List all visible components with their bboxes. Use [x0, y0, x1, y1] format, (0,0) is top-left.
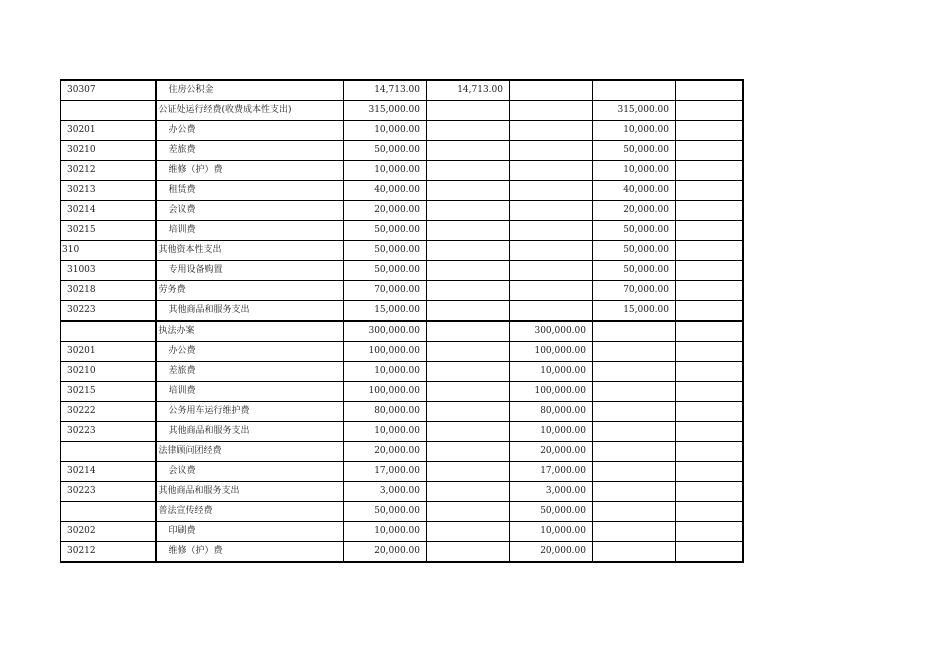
cell-other-expense: 315,000.00: [593, 101, 676, 121]
cell-basic-expense: [427, 201, 510, 221]
cell-total: 80,000.00: [344, 402, 427, 422]
cell-total: 70,000.00: [344, 281, 427, 301]
cell-total: 3,000.00: [344, 482, 427, 502]
cell-blank: [676, 422, 744, 442]
cell-basic-expense: [427, 442, 510, 462]
cell-basic-expense: [427, 281, 510, 301]
cell-blank: [676, 362, 744, 382]
cell-blank: [676, 141, 744, 161]
cell-other-expense: [593, 382, 676, 402]
cell-code: 30214: [61, 201, 156, 221]
cell-item-name: 办公费: [156, 121, 344, 141]
table-row: [61, 382, 744, 402]
cell-item-name: 执法办案: [156, 321, 344, 342]
cell-blank: [676, 181, 744, 201]
cell-code: [61, 502, 156, 522]
cell-project-expense: [510, 181, 593, 201]
cell-project-expense: [510, 261, 593, 281]
cell-other-expense: 50,000.00: [593, 141, 676, 161]
cell-code: 310: [61, 241, 156, 261]
cell-code: 30201: [61, 342, 156, 362]
cell-basic-expense: [427, 482, 510, 502]
cell-total: 10,000.00: [344, 422, 427, 442]
cell-other-expense: [593, 422, 676, 442]
cell-basic-expense: [427, 342, 510, 362]
cell-project-expense: 100,000.00: [510, 342, 593, 362]
table-row: [61, 101, 744, 121]
cell-item-name: 劳务费: [156, 281, 344, 301]
cell-item-name: 住房公积金: [156, 80, 344, 101]
cell-other-expense: [593, 502, 676, 522]
table-row: [61, 161, 744, 181]
cell-basic-expense: [427, 382, 510, 402]
table-row: [61, 201, 744, 221]
cell-project-expense: 100,000.00: [510, 382, 593, 402]
cell-other-expense: [593, 442, 676, 462]
cell-other-expense: [593, 522, 676, 542]
cell-blank: [676, 522, 744, 542]
cell-blank: [676, 342, 744, 362]
cell-other-expense: 15,000.00: [593, 301, 676, 322]
table-row: [61, 181, 744, 201]
cell-basic-expense: [427, 181, 510, 201]
cell-total: 14,713.00: [344, 80, 427, 101]
cell-blank: [676, 301, 744, 322]
cell-code: [61, 321, 156, 342]
cell-blank: [676, 462, 744, 482]
cell-item-name: 专用设备购置: [156, 261, 344, 281]
cell-basic-expense: [427, 241, 510, 261]
cell-total: 300,000.00: [344, 321, 427, 342]
cell-blank: [676, 442, 744, 462]
cell-total: 315,000.00: [344, 101, 427, 121]
cell-blank: [676, 221, 744, 241]
cell-other-expense: 20,000.00: [593, 201, 676, 221]
cell-code: 30223: [61, 301, 156, 322]
cell-code: [61, 101, 156, 121]
cell-blank: [676, 502, 744, 522]
cell-blank: [676, 482, 744, 502]
cell-blank: [676, 101, 744, 121]
cell-project-expense: 300,000.00: [510, 321, 593, 342]
cell-code: 30222: [61, 402, 156, 422]
cell-total: 50,000.00: [344, 261, 427, 281]
cell-project-expense: 10,000.00: [510, 422, 593, 442]
cell-basic-expense: [427, 402, 510, 422]
cell-basic-expense: 14,713.00: [427, 80, 510, 101]
cell-blank: [676, 382, 744, 402]
cell-basic-expense: [427, 101, 510, 121]
cell-other-expense: [593, 362, 676, 382]
cell-basic-expense: [427, 422, 510, 442]
table-row: [61, 402, 744, 422]
table-row: [61, 301, 744, 322]
table-row: [61, 141, 744, 161]
cell-item-name: 会议费: [156, 462, 344, 482]
cell-item-name: 培训费: [156, 382, 344, 402]
cell-other-expense: [593, 462, 676, 482]
cell-basic-expense: [427, 522, 510, 542]
table-row: [61, 422, 744, 442]
cell-item-name: 公证处运行经费(收费成本性支出): [156, 101, 344, 121]
table-row: [61, 261, 744, 281]
cell-total: 40,000.00: [344, 181, 427, 201]
cell-total: 10,000.00: [344, 362, 427, 382]
cell-code: 30307: [61, 80, 156, 101]
cell-code: 30218: [61, 281, 156, 301]
cell-project-expense: [510, 301, 593, 322]
cell-item-name: 租赁费: [156, 181, 344, 201]
table-row: [61, 542, 744, 563]
cell-total: 100,000.00: [344, 342, 427, 362]
table-row: [61, 80, 744, 101]
cell-other-expense: 70,000.00: [593, 281, 676, 301]
cell-code: 30223: [61, 422, 156, 442]
cell-item-name: 差旅费: [156, 141, 344, 161]
cell-code: 30215: [61, 382, 156, 402]
cell-other-expense: 50,000.00: [593, 261, 676, 281]
cell-blank: [676, 241, 744, 261]
cell-code: [61, 442, 156, 462]
cell-code: 30213: [61, 181, 156, 201]
cell-basic-expense: [427, 161, 510, 181]
cell-item-name: 公务用车运行维护费: [156, 402, 344, 422]
cell-total: 50,000.00: [344, 221, 427, 241]
cell-code: 30210: [61, 141, 156, 161]
cell-other-expense: [593, 80, 676, 101]
cell-basic-expense: [427, 321, 510, 342]
cell-project-expense: [510, 281, 593, 301]
cell-blank: [676, 542, 744, 563]
cell-project-expense: 80,000.00: [510, 402, 593, 422]
cell-total: 10,000.00: [344, 161, 427, 181]
table-row: [61, 522, 744, 542]
cell-blank: [676, 201, 744, 221]
cell-basic-expense: [427, 141, 510, 161]
cell-code: 30215: [61, 221, 156, 241]
cell-item-name: 办公费: [156, 342, 344, 362]
cell-item-name: 普法宣传经费: [156, 502, 344, 522]
budget-table-body: [61, 80, 744, 562]
cell-code: 30214: [61, 462, 156, 482]
cell-project-expense: [510, 121, 593, 141]
cell-item-name: 差旅费: [156, 362, 344, 382]
cell-basic-expense: [427, 121, 510, 141]
cell-basic-expense: [427, 462, 510, 482]
table-row: [61, 462, 744, 482]
cell-item-name: 其他商品和服务支出: [156, 422, 344, 442]
cell-code: 30210: [61, 362, 156, 382]
cell-project-expense: 17,000.00: [510, 462, 593, 482]
table-row: [61, 502, 744, 522]
cell-total: 50,000.00: [344, 241, 427, 261]
cell-project-expense: 20,000.00: [510, 542, 593, 563]
table-row: [61, 482, 744, 502]
cell-other-expense: 10,000.00: [593, 161, 676, 181]
budget-table: [60, 79, 744, 563]
cell-other-expense: [593, 402, 676, 422]
cell-project-expense: [510, 241, 593, 261]
cell-other-expense: 40,000.00: [593, 181, 676, 201]
cell-total: 20,000.00: [344, 442, 427, 462]
cell-blank: [676, 121, 744, 141]
cell-total: 50,000.00: [344, 502, 427, 522]
cell-item-name: 其他商品和服务支出: [156, 482, 344, 502]
cell-basic-expense: [427, 362, 510, 382]
table-row: [61, 121, 744, 141]
cell-item-name: 培训费: [156, 221, 344, 241]
cell-project-expense: 20,000.00: [510, 442, 593, 462]
cell-project-expense: [510, 201, 593, 221]
cell-total: 10,000.00: [344, 522, 427, 542]
cell-item-name: 维修（护）费: [156, 542, 344, 563]
cell-blank: [676, 80, 744, 101]
cell-project-expense: 10,000.00: [510, 362, 593, 382]
cell-item-name: 印刷费: [156, 522, 344, 542]
cell-other-expense: 50,000.00: [593, 221, 676, 241]
cell-project-expense: [510, 80, 593, 101]
cell-total: 17,000.00: [344, 462, 427, 482]
cell-basic-expense: [427, 542, 510, 563]
cell-code: 30212: [61, 542, 156, 563]
cell-total: 10,000.00: [344, 121, 427, 141]
cell-code: 30202: [61, 522, 156, 542]
cell-code: 30212: [61, 161, 156, 181]
cell-code: 31003: [61, 261, 156, 281]
cell-blank: [676, 161, 744, 181]
cell-project-expense: 10,000.00: [510, 522, 593, 542]
cell-blank: [676, 321, 744, 342]
cell-project-expense: [510, 221, 593, 241]
cell-project-expense: [510, 101, 593, 121]
table-row: [61, 442, 744, 462]
table-row: [61, 362, 744, 382]
cell-code: 30223: [61, 482, 156, 502]
table-row: [61, 321, 744, 342]
cell-total: 15,000.00: [344, 301, 427, 322]
cell-code: 30201: [61, 121, 156, 141]
cell-item-name: 其他资本性支出: [156, 241, 344, 261]
cell-total: 100,000.00: [344, 382, 427, 402]
cell-basic-expense: [427, 221, 510, 241]
cell-item-name: 法律顾问团经费: [156, 442, 344, 462]
cell-item-name: 其他商品和服务支出: [156, 301, 344, 322]
table-row: [61, 342, 744, 362]
cell-other-expense: [593, 542, 676, 563]
cell-blank: [676, 281, 744, 301]
cell-total: 20,000.00: [344, 201, 427, 221]
cell-project-expense: 3,000.00: [510, 482, 593, 502]
cell-blank: [676, 402, 744, 422]
cell-basic-expense: [427, 261, 510, 281]
table-row: [61, 281, 744, 301]
table-row: [61, 221, 744, 241]
cell-blank: [676, 261, 744, 281]
cell-item-name: 维修（护）费: [156, 161, 344, 181]
cell-other-expense: [593, 482, 676, 502]
cell-item-name: 会议费: [156, 201, 344, 221]
cell-project-expense: [510, 161, 593, 181]
cell-other-expense: 50,000.00: [593, 241, 676, 261]
cell-total: 20,000.00: [344, 542, 427, 563]
cell-other-expense: 10,000.00: [593, 121, 676, 141]
cell-project-expense: 50,000.00: [510, 502, 593, 522]
cell-total: 50,000.00: [344, 141, 427, 161]
cell-project-expense: [510, 141, 593, 161]
cell-other-expense: [593, 321, 676, 342]
table-row: [61, 241, 744, 261]
cell-other-expense: [593, 342, 676, 362]
cell-basic-expense: [427, 301, 510, 322]
cell-basic-expense: [427, 502, 510, 522]
